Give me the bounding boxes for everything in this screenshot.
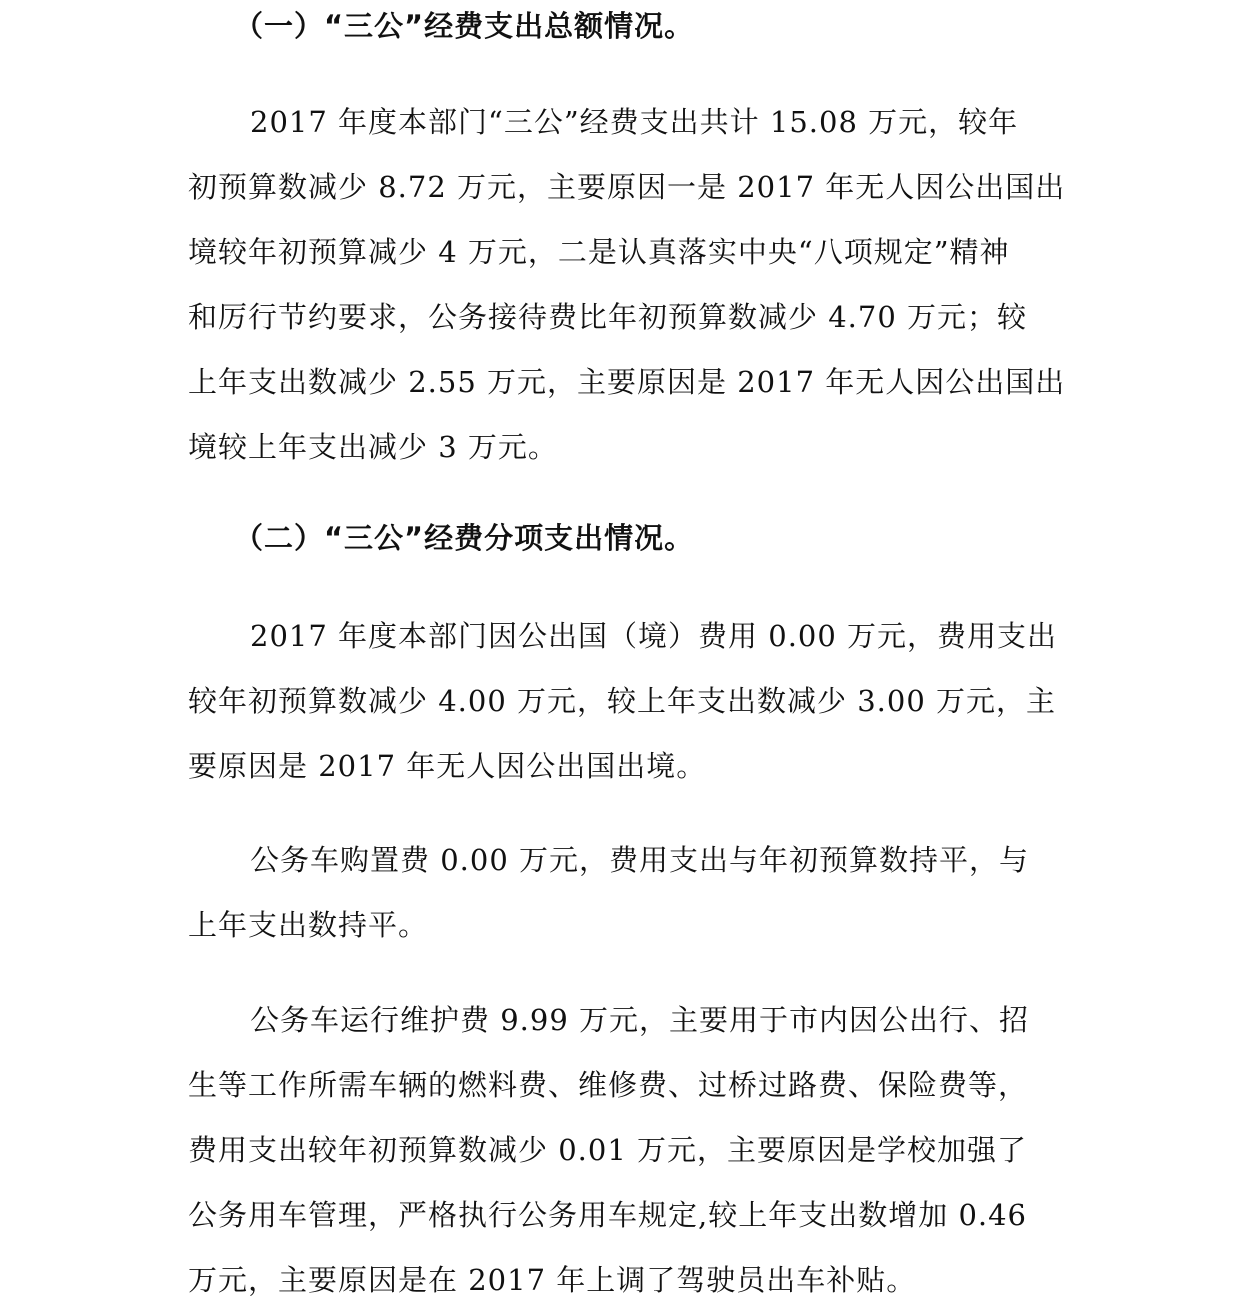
paragraph-line: 境较年初预算减少 4 万元，二是认真落实中央“八项规定”精神 [188,235,1010,269]
paragraph-line: 公务用车管理，严格执行公务用车规定,较上年支出数增加 0.46 [188,1198,1028,1232]
paragraph-line: 公务车运行维护费 9.99 万元，主要用于市内因公出行、招 [250,1003,1030,1037]
paragraph-line: 万元，主要原因是在 2017 年上调了驾驶员出车补贴。 [188,1263,917,1297]
paragraph-line: 生等工作所需车辆的燃料费、维修费、过桥过路费、保险费等， [188,1068,1029,1102]
vehicle-purchase-paragraph [188,828,1068,958]
overseas-travel-paragraph [188,604,1068,799]
paragraph-line: 上年支出数减少 2.55 万元，主要原因是 2017 年无人因公出国出 [188,365,1066,399]
paragraph-line: 上年支出数持平。 [188,908,429,942]
section-1-paragraph [188,90,1068,480]
paragraph-line: 2017 年度本部门因公出国（境）费用 0.00 万元，费用支出 [250,619,1058,653]
paragraph-line: 要原因是 2017 年无人因公出国出境。 [188,749,707,783]
paragraph-line: 境较上年支出减少 3 万元。 [188,430,558,464]
vehicle-maintenance-paragraph [188,988,1068,1313]
paragraph-line: 和厉行节约要求，公务接待费比年初预算数减少 4.70 万元；较 [188,300,1028,334]
paragraph-line: 公务车购置费 0.00 万元，费用支出与年初预算数持平，与 [250,843,1030,877]
section-2-heading: （二）“三公”经费分项支出情况。 [234,521,695,555]
paragraph-line: 2017 年度本部门“三公”经费支出共计 15.08 万元，较年 [250,105,1019,139]
paragraph-line: 较年初预算数减少 4.00 万元，较上年支出数减少 3.00 万元，主 [188,684,1057,718]
section-1-heading: （一）“三公”经费支出总额情况。 [234,9,695,43]
paragraph-line: 初预算数减少 8.72 万元，主要原因一是 2017 年无人因公出国出 [188,170,1066,204]
paragraph-line: 费用支出较年初预算数减少 0.01 万元，主要原因是学校加强了 [188,1133,1028,1167]
